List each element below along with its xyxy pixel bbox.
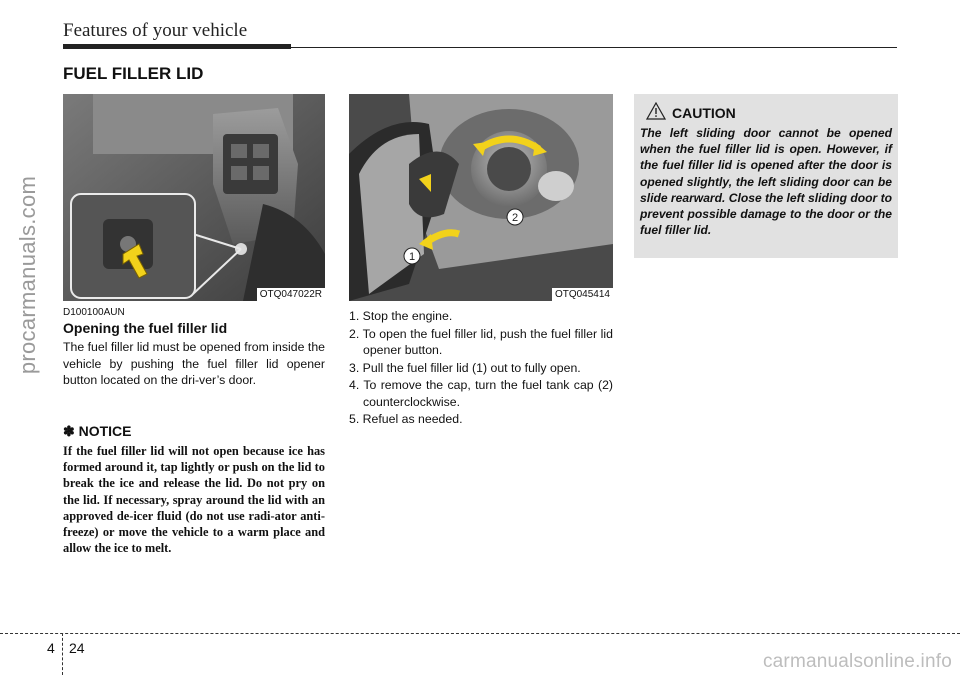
steps-list xyxy=(349,308,613,429)
caution-title: CAUTION xyxy=(672,105,736,121)
header-rule-thin xyxy=(291,47,897,48)
page-number: 24 xyxy=(69,640,85,656)
page-header-title: Features of your vehicle xyxy=(63,20,248,41)
callout-2: 2 xyxy=(511,212,519,224)
chapter-number: 4 xyxy=(47,640,55,656)
section-code: D100100AUN xyxy=(63,307,125,318)
subheading: Opening the fuel filler lid xyxy=(63,320,228,336)
step-item: 5. Refuel as needed. xyxy=(349,412,463,426)
side-watermark: procarmanuals.com xyxy=(15,175,40,375)
notice-title: ✽ NOTICE xyxy=(63,423,132,439)
callout-1: 1 xyxy=(408,251,416,263)
opening-paragraph: The fuel filler lid must be opened from inside the vehicle by pushing the fuel filler lid opener button located on the dri-ver’s door. xyxy=(63,340,325,387)
footer-watermark: carmanualsonline.info xyxy=(762,651,952,672)
footer-rule xyxy=(0,633,960,634)
step-item: 2. To open the fuel filler lid, push the fuel filler lid opener button. xyxy=(349,326,613,357)
footer-divider xyxy=(62,633,63,675)
warning-triangle-icon xyxy=(646,102,666,125)
section-title: FUEL FILLER LID xyxy=(63,64,204,83)
fuel-cap-photo xyxy=(349,94,613,301)
notice-body: If the fuel filler lid will not open because ice has formed around it, tap lightly or push on the lid to break the ice and release the lid. Do not pry on the lid. If necessary, spray around the lid with an approved de-icer fluid (do not use radi-ator anti-freeze) or move the vehicle to a warm place and allow the ice to melt. xyxy=(63,444,325,556)
step-item: 1. Stop the engine. xyxy=(349,309,453,323)
caution-body: The left sliding door cannot be opened when the fuel filler lid is open. However, if the fuel filler lid is opened after the door is opened slightly, the left sliding door can be slide rearward. Close the left sliding door to prevent possible damage to the door or the fuel filler lid. xyxy=(640,126,892,238)
step-item: 3. Pull the fuel filler lid (1) out to fully open. xyxy=(349,360,581,375)
left-photo-caption: OTQ047022R xyxy=(257,288,325,301)
header-rule xyxy=(63,44,291,49)
door-opener-photo xyxy=(63,94,325,301)
step-item: 4. To remove the cap, turn the fuel tank cap (2) counterclockwise. xyxy=(349,378,613,409)
right-photo-caption: OTQ045414 xyxy=(552,288,613,301)
